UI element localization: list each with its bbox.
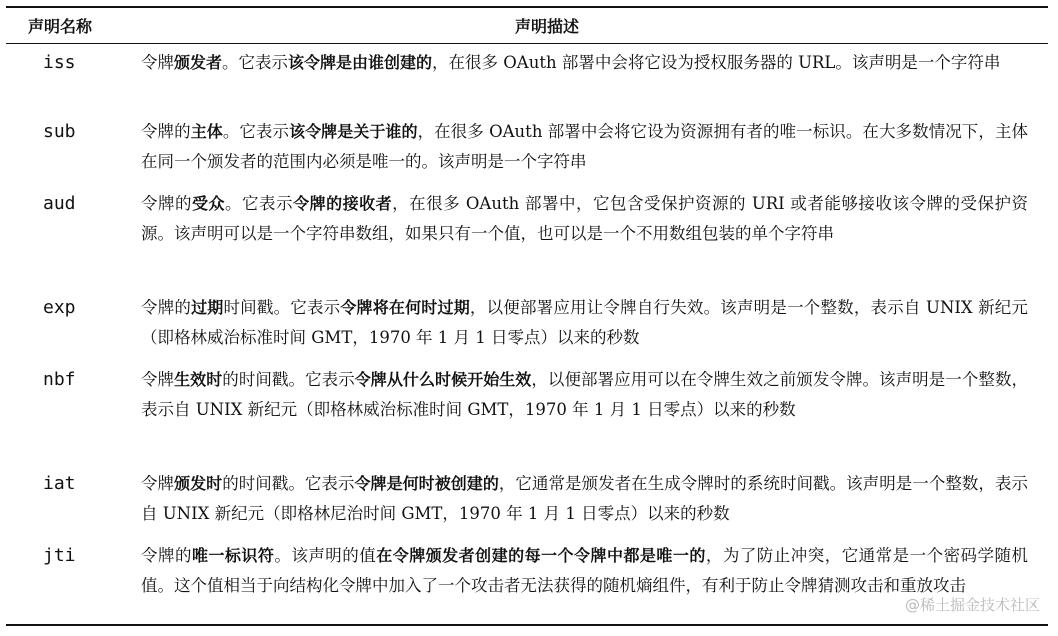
table-bottom-rule <box>6 624 1048 626</box>
bold-text-segment: 该令牌是关于谁的 <box>289 122 418 141</box>
claim-name: jti <box>43 545 76 566</box>
claim-description <box>141 469 1048 529</box>
text-segment: 时间戳。它表示 <box>223 298 341 317</box>
bold-text-segment: 令牌的接收者 <box>293 194 393 213</box>
table-row <box>6 361 1048 465</box>
claim-name: aud <box>43 193 76 214</box>
text-segment: 令牌 <box>141 474 175 493</box>
text-segment: 令牌的 <box>141 546 192 565</box>
text-segment: 。该声明的值 <box>274 546 377 565</box>
bold-text-segment: 该令牌是由谁创建的 <box>288 53 433 72</box>
claim-name: iss <box>43 52 76 73</box>
claim-name: nbf <box>43 369 76 390</box>
claim-description <box>141 293 1048 353</box>
bold-text-segment: 令牌从什么时候开始生效 <box>354 370 532 389</box>
text-segment: ，在很多 OAuth 部署中，它包含受保护资源的 URI 或者能够接收该令牌的受保护资源。该声明可以是一个字符串数组，如果只有一个值，也可以是一个不用数组包装的单个字符串 <box>141 194 1028 243</box>
text-segment: ，为了防止冲突，它通常是一个密码学随机值。这个值相当于向结构化令牌中加入了一个攻击者无法获得的随机熵组件，有利于防止令牌猜测攻击和重放攻击 <box>141 546 1029 595</box>
bold-text-segment: 令牌是何时被创建的 <box>354 474 499 493</box>
text-segment: 。它表示 <box>222 53 289 72</box>
text-segment: 。它表示 <box>222 122 290 141</box>
claim-description <box>141 117 1048 177</box>
bold-text-segment: 令牌将在何时过期 <box>340 298 470 317</box>
text-segment: ，它通常是颁发者在生成令牌时的系统时间戳。该声明是一个整数，表示自 UNIX 新纪元（即格林尼治时间 GMT，1970 年 1 月 1 日零点）以来的秒数 <box>141 474 1029 523</box>
claims-table <box>6 6 1048 636</box>
bold-text-segment: 在令牌颁发者创建的每一个令牌中都是唯一的 <box>376 546 706 565</box>
watermark: @稀土掘金技术社区 <box>904 596 1040 614</box>
text-segment: ，以便部署应用可以在令牌生效之前颁发令牌。该声明是一个整数，表示自 UNIX 新纪元（即格林威治标准时间 GMT，1970 年 1 月 1 日零点）以来的秒数 <box>141 370 1028 419</box>
bold-text-segment: 受众 <box>192 194 226 213</box>
text-segment: 令牌的 <box>141 298 192 317</box>
text-segment: 令牌 <box>141 370 175 389</box>
table-row <box>6 465 1048 537</box>
bold-text-segment: 过期 <box>191 298 224 317</box>
table-row <box>6 289 1048 361</box>
claim-description <box>141 365 1048 425</box>
bold-text-segment: 颁发时 <box>174 474 223 493</box>
text-segment: ，在很多 OAuth 部署中会将它设为授权服务器的 URL。该声明是一个字符串 <box>432 53 1001 72</box>
table-row <box>6 185 1048 289</box>
text-segment: 令牌的 <box>141 122 191 141</box>
text-segment: 令牌的 <box>141 194 193 213</box>
claim-name: sub <box>43 121 76 142</box>
table-header <box>6 8 1048 43</box>
claim-description <box>141 189 1048 249</box>
header-claim-name: 声明名称 <box>28 17 93 36</box>
bold-text-segment: 颁发者 <box>174 53 223 72</box>
text-segment: 的时间戳。它表示 <box>222 474 355 493</box>
bold-text-segment: 生效时 <box>174 370 223 389</box>
claim-name: iat <box>43 473 76 494</box>
table-row <box>6 113 1048 185</box>
header-claim-description: 声明描述 <box>514 17 579 36</box>
text-segment: ，以便部署应用让令牌自行失效。该声明是一个整数，表示自 UNIX 新纪元（即格林威治标准时间 GMT，1970 年 1 月 1 日零点）以来的秒数 <box>141 298 1028 347</box>
text-segment: 。它表示 <box>225 194 294 213</box>
claim-description <box>141 48 1048 78</box>
bold-text-segment: 主体 <box>190 122 223 141</box>
bold-text-segment: 唯一标识符 <box>191 546 275 565</box>
table-row <box>6 44 1048 113</box>
table-row <box>6 537 1048 636</box>
claim-name: exp <box>43 297 76 318</box>
text-segment: 的时间戳。它表示 <box>222 370 355 389</box>
text-segment: 令牌 <box>141 53 174 72</box>
claim-description <box>141 541 1048 601</box>
text-segment: ，在很多 OAuth 部署中会将它设为资源拥有者的唯一标识。在大多数情况下，主体在同一个颁发者的范围内必须是唯一的。该声明是一个字符串 <box>141 122 1028 171</box>
